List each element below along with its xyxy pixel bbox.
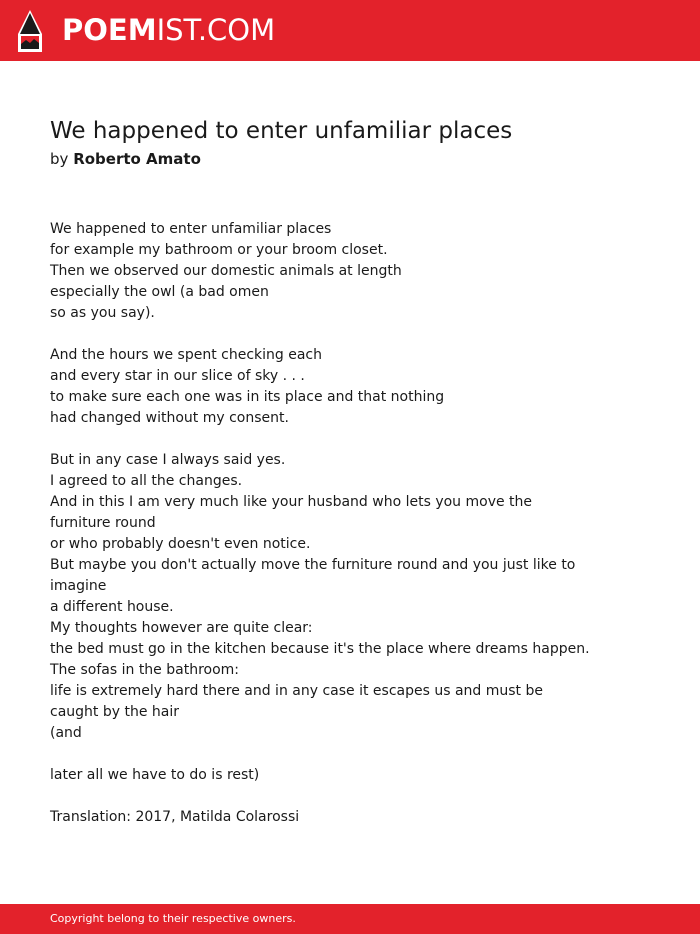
translation-credit: Translation: 2017, Matilda Colarossi xyxy=(50,809,300,825)
poem-line: imagine xyxy=(50,578,107,594)
poem-line: But maybe you don't actually move the furniture round and you just like to xyxy=(50,557,576,573)
poem-line: And in this I am very much like your husband who lets you move the xyxy=(50,494,533,510)
logo-text-light: IST.COM xyxy=(156,13,276,47)
poem-line: Then we observed our domestic animals at length xyxy=(50,263,402,279)
poem-line: The sofas in the bathroom: xyxy=(50,662,239,678)
poem-line: (and xyxy=(50,725,82,741)
copyright-text: Copyright belong to their respective owners. xyxy=(50,912,296,925)
poem-line: caught by the hair xyxy=(50,704,179,720)
stanza-break xyxy=(50,744,610,765)
pencil-icon[interactable] xyxy=(18,10,42,52)
poem-line: And the hours we spent checking each xyxy=(50,347,322,363)
stanza-break xyxy=(50,429,610,450)
site-footer xyxy=(0,904,700,934)
poem-line: the bed must go in the kitchen because it's the place where dreams happen. xyxy=(50,641,590,657)
poem-line: furniture round xyxy=(50,515,156,531)
by-label: by xyxy=(50,150,69,168)
logo-text-bold: POEM xyxy=(62,13,157,47)
poem-line: I agreed to all the changes. xyxy=(50,473,243,489)
site-header xyxy=(0,0,700,61)
poem-line: and every star in our slice of sky . . . xyxy=(50,368,305,384)
site-logo[interactable] xyxy=(62,12,275,48)
stanza-break xyxy=(50,324,610,345)
poem-line: for example my bathroom or your broom closet. xyxy=(50,242,388,258)
poem-body xyxy=(50,219,610,828)
poem-line: a different house. xyxy=(50,599,174,615)
poem-line: so as you say). xyxy=(50,305,155,321)
poem-line: later all we have to do is rest) xyxy=(50,767,260,783)
poem-line: My thoughts however are quite clear: xyxy=(50,620,313,636)
author-name: Roberto Amato xyxy=(73,150,201,168)
poem-line: had changed without my consent. xyxy=(50,410,289,426)
byline xyxy=(50,148,201,170)
poem-line: But in any case I always said yes. xyxy=(50,452,286,468)
poem-line: to make sure each one was in its place and that nothing xyxy=(50,389,445,405)
poem-line: life is extremely hard there and in any case it escapes us and must be xyxy=(50,683,544,699)
poem-line: or who probably doesn't even notice. xyxy=(50,536,311,552)
poem-line: especially the owl (a bad omen xyxy=(50,284,269,300)
poem-title: We happened to enter unfamiliar places xyxy=(50,118,513,144)
poem-line: We happened to enter unfamiliar places xyxy=(50,221,332,237)
stanza-break xyxy=(50,786,610,807)
